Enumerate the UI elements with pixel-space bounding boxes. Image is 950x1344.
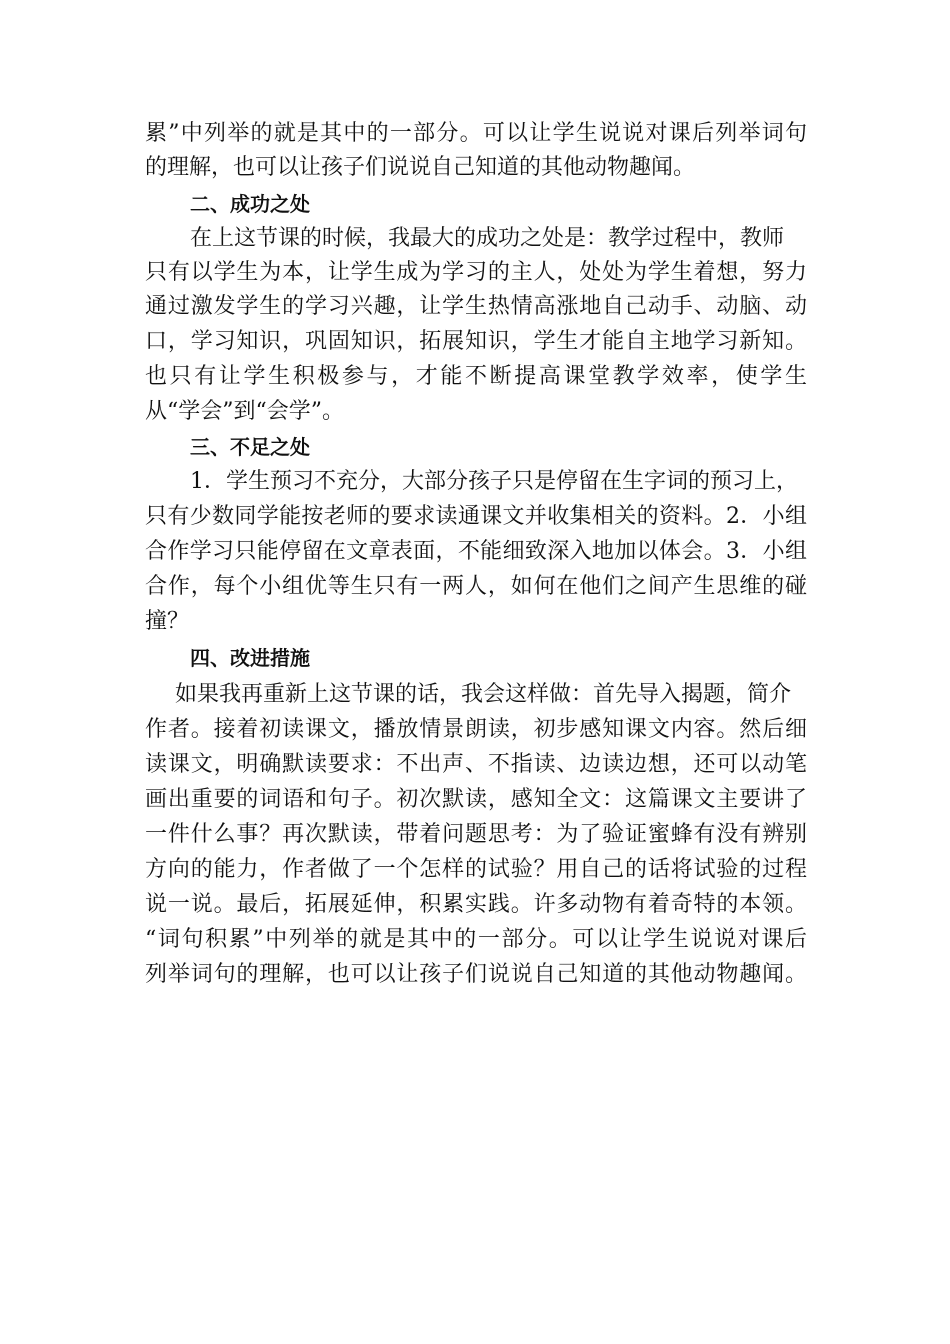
paragraph-line: 通过激发学生的学习兴趣，让学生热情高涨地自己动手、动脑、动 [145, 294, 807, 319]
paragraph-line: 作者。接着初读课文，播放情景朗读，初步感知课文内容。然后细 [145, 717, 807, 742]
paragraph-line: 的理解，也可以让孩子们说说自己知道的其他动物趣闻。 [145, 155, 696, 180]
paragraph-line: 只有少数同学能按老师的要求读通课文并收集相关的资料。2．小组 [145, 504, 807, 529]
paragraph-line: 在上这节课的时候，我最大的成功之处是：教学过程中，教师 [190, 226, 785, 251]
paragraph-line: 说一说。最后，拓展延伸，积累实践。许多动物有着奇特的本领。 [145, 892, 807, 917]
paragraph-line: “词句积累”中列举的就是其中的一部分。可以让学生说说对课后 [145, 927, 807, 952]
paragraph-line: 只有以学生为本，让学生成为学习的主人，处处为学生着想，努力 [145, 260, 807, 285]
section-heading-shortcomings: 三、不足之处 [190, 435, 310, 459]
paragraph-line: 方向的能力，作者做了一个怎样的试验？用自己的话将试验的过程 [145, 857, 807, 882]
paragraph-line: 合作学习只能停留在文章表面，不能细致深入地加以体会。3．小组 [145, 539, 807, 564]
paragraph-line: 1．学生预习不充分，大部分孩子只是停留在生字词的预习上， [190, 469, 798, 494]
paragraph-line: 合作，每个小组优等生只有一两人，如何在他们之间产生思维的碰 [145, 574, 807, 599]
paragraph-line: 如果我再重新上这节课的话，我会这样做：首先导入揭题，简介 [175, 682, 792, 707]
paragraph-line: 列举词句的理解，也可以让孩子们说说自己知道的其他动物趣闻。 [145, 962, 807, 987]
paragraph-line: 撞？ [145, 609, 190, 634]
section-heading-improvements: 四、改进措施 [190, 646, 310, 670]
section-heading-success: 二、成功之处 [190, 192, 310, 216]
paragraph-line: 一件什么事？再次默读，带着问题思考：为了验证蜜蜂有没有辨别 [145, 822, 807, 847]
paragraph-line: 读课文，明确默读要求：不出声、不指读、边读边想，还可以动笔 [145, 752, 807, 777]
paragraph-line: 累”中列举的就是其中的一部分。可以让学生说说对课后列举词句 [145, 121, 807, 146]
paragraph-line: 也只有让学生积极参与，才能不断提高课堂教学效率，使学生 [145, 364, 807, 389]
paragraph-line: 画出重要的词语和句子。初次默读，感知全文：这篇课文主要讲了 [145, 787, 807, 812]
paragraph-line: 口，学习知识，巩固知识，拓展知识，学生才能自主地学习新知。 [145, 329, 807, 354]
paragraph-line: 从“学会”到“会学”。 [145, 399, 344, 424]
